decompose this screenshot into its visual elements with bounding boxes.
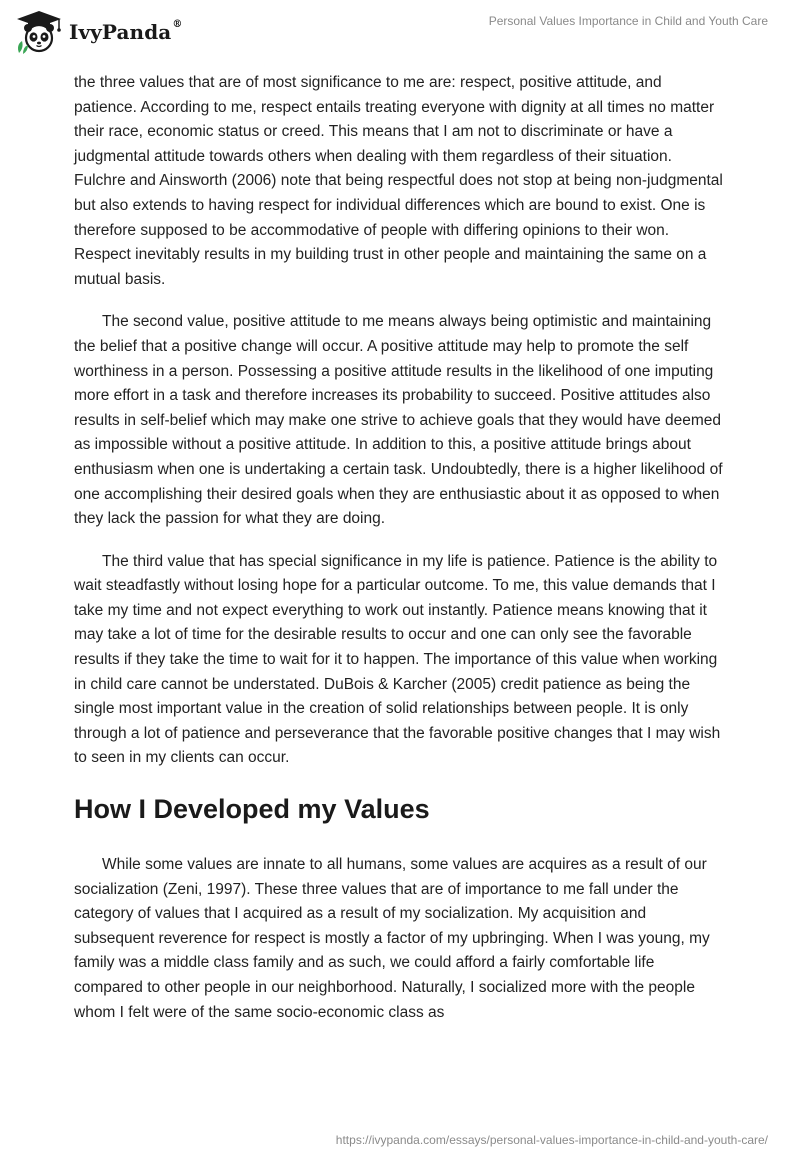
brand-name: [69, 20, 182, 44]
registered-mark: ®: [172, 19, 183, 30]
page-header: [0, 0, 800, 62]
panda-graduate-icon: [14, 9, 64, 55]
paragraph-development: While some values are innate to all humans, some values are acquires as a result of our socialization (Zeni, 1997). These three values that are of importance to me fall under the category of values that I acquired as a result of my socialization. My acquisition and subsequent reverence for respect is mostly a factor of my upbringing. When I was young, my family was a middle class family and as such, we could afford a fairly comfortable life compared to other people in our neighborhood. Naturally, I socialized more with the people whom I felt were of the same socio-economic class as: [74, 856, 710, 1021]
brand-name-text: IvyPanda: [69, 20, 172, 44]
essay-body: [74, 71, 726, 1043]
paragraph-positive-attitude: The second value, positive attitude to me means always being optimistic and maintaining the belief that a positive change will occur. A positive attitude may help to promote the self worthiness in a person. Possessing a positive attitude results in the likelihood of one imputing more effort in a task and therefore increases its probability to succeed. Positive attitudes also results in self-belief which may make one strive to achieve goals that they would have deemed as impossible without a positive attitude. In addition to this, a positive attitude brings about enthusiasm when one is undertaking a certain task. Undoubtedly, there is a higher likelihood of one accomplishing their desired goals when they are enthusiastic about it as opposed to when they lack the passion for what they are doing.: [74, 313, 723, 528]
section-heading: How I Developed my Values: [74, 794, 430, 825]
document-title: Personal Values Importance in Child and Youth Care: [488, 14, 768, 28]
source-url[interactable]: https://ivypanda.com/essays/personal-values-importance-in-child-and-youth-care/: [335, 1133, 768, 1147]
paragraph-patience: The third value that has special significance in my life is patience. Patience is the ability to wait steadfastly without losing hope for a particular outcome. To me, this value demands that I take my time and not expect everything to work out instantly. Patience means knowing that it may take a lot of time for the desirable results to occur and one can only see the favorable results if they take the time to wait for it to happen. The importance of this value when working in child care cannot be understated. DuBois & Karcher (2005) credit patience as being the single most important value in the creation of solid relationships between people. It is only through a lot of patience and perseverance that the favorable positive changes that I may wish to seen in my clients can occur.: [74, 552, 721, 767]
paragraph-respect: the three values that are of most significance to me are: respect, positive attitude, and patience. According to me, respect entails treating everyone with dignity at all times no matter their race, economic status or creed. This means that I am not to discriminate or have a judgmental attitude towards others when dealing with them regardless of their situation. Fulchre and Ainsworth (2006) note that being respectful does not stop at being non-judgmental but also extends to having respect for individual differences which are bound to exist. One is therefore supposed to be accommodative of people with differing opinions to their won. Respect inevitably results in my building trust in other people and maintaining the same on a mutual basis.: [74, 74, 723, 288]
brand-logo[interactable]: [14, 9, 182, 55]
